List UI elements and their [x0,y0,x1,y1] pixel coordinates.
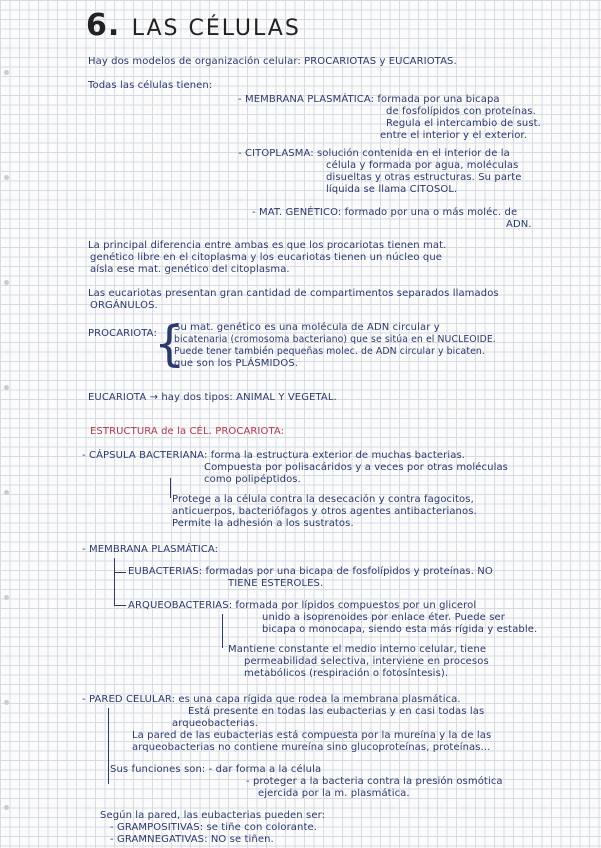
classification-1: Según la pared, las eubacterias pueden ser: [100,810,326,821]
prokaryote-2: bicatenaria (cromosoma bacteriano) que se sitúa en el NUCLEOIDE. [174,334,496,345]
prokaryote-4: que son los PLÁSMIDOS. [174,358,299,369]
membrane-1: - MEMBRANA PLASMÁTICA: formada por una bicapa [238,94,500,105]
page-title [86,8,301,43]
archaea-3: bicapa o monocapa, siendo esta más rígida y estable. [262,624,538,635]
cell-wall-3: arqueobacterias. [172,718,259,729]
functions-2: - proteger a la bacteria contra la presión osmótica [246,776,503,787]
genetic-1: - MAT. GENÉTICO: formado por una o más moléc. de [252,207,518,218]
cytoplasm-1: - CITOPLASMA: solución contenida en el interior de la [238,148,510,159]
cell-wall-5: arqueobacterias no contiene mureína sino glucoproteínas, proteínas... [132,742,491,753]
capsule-connector [170,478,171,498]
title-text: LAS CÉLULAS [131,16,301,41]
cell-wall-4: La pared de las eubacterias está compuesta por la mureína y la de las [132,730,492,741]
eubacteria-2: TIENE ESTEROLES. [228,578,324,589]
cytoplasm-3: disueltas y otras estructuras. Su parte [326,172,522,183]
membrane-3: Regula el intercambio de sust. [386,118,541,129]
difference-3: aísla ese mat. genético del citoplasma. [90,264,290,275]
prokaryote-1: Su mat. genético es una molécula de ADN circular y [174,322,440,333]
cytoplasm-4: líquida se llama CITOSOL. [326,184,458,195]
cell-wall-tree-line [108,708,109,784]
cytoplasm-2: célula y formada por agua, moléculas [326,160,519,171]
capsule-6: Permite la adhesión a los sustratos. [172,518,354,529]
punch-holes [4,0,10,848]
eubacteria-1: EUBACTERIAS: formadas por una bicapa de fosfolípidos y proteínas. NO [128,566,493,577]
difference-1: La principal diferencia entre ambas es que los procariotas tienen mat. [88,240,447,251]
prokaryote-3: Puede tener también pequeñas molec. de ADN circular y bicaten. [174,346,485,357]
membrane-branch-1 [114,572,126,573]
structure-heading: ESTRUCTURA de la CÉL. PROCARIOTA: [90,426,285,437]
archaea-2: unido a isoprenoides por enlace éter. Puede ser [262,612,505,623]
functions-1: Sus funciones son: - dar forma a la célula [110,764,322,775]
genetic-2: ADN. [506,219,532,230]
membrane-4: entre el interior y el exterior. [380,130,527,141]
functions-3: ejercida por la m. plasmática. [258,788,410,799]
maintains-3: metabólicos (respiración o fotosíntesis). [244,668,449,679]
title-number: 6. [86,8,121,43]
capsule-4: Protege a la célula contra la desecación y contra fagocitos, [172,494,474,505]
eukaryote-types: EUCARIOTA → hay dos tipos: ANIMAL Y VEGETAL. [88,392,337,403]
archaea-1: ARQUEOBACTERIAS: formada por lípidos compuestos por un glicerol [128,600,477,611]
plasma-membrane-heading: - MEMBRANA PLASMÁTICA: [82,544,219,555]
membrane-tree-line [114,558,115,606]
maintains-1: Mantiene constante el medio interno celular, tiene [228,644,487,655]
membrane-2: de fosfolípidos con proteínas. [386,106,536,117]
intro-line: Hay dos modelos de organización celular: PROCARIOTAS y EUCARIOTAS. [88,56,457,67]
archaea-connector [222,614,223,648]
cell-wall-1: - PARED CELULAR: es una capa rígida que rodea la membrana plasmática. [82,694,461,705]
eukaryote-2: ORGÁNULOS. [90,300,158,311]
all-cells-line: Todas las células tienen: [88,80,213,91]
capsule-1: - CÁPSULA BACTERIANA: forma la estructura exterior de muchas bacterias. [82,450,466,461]
capsule-2: Compuesta por polisacáridos y a veces por otras moléculas [204,462,508,473]
capsule-5: anticuerpos, bacteriófagos y otros agentes antibacterianos. [172,506,477,517]
maintains-2: permeabilidad selectiva, interviene en procesos [244,656,489,667]
cell-wall-2: Está presente en todas las eubacterias y en casi todas las [188,706,485,717]
prokaryote-label: PROCARIOTA: [88,328,157,339]
classification-3: - GRAMNEGATIVAS: NO se tiñen. [110,834,274,845]
eukaryote-1: Las eucariotas presentan gran cantidad de compartimentos separados llamados [88,288,499,299]
difference-2: genético libre en el citoplasma y los eucariotas tienen un núcleo que [90,252,443,263]
classification-2: - GRAMPOSITIVAS: se tiñe con colorante. [110,822,318,833]
membrane-branch-2 [114,605,126,606]
prokaryote-brace: { [154,316,185,372]
capsule-3: como polipéptidos. [204,474,301,485]
